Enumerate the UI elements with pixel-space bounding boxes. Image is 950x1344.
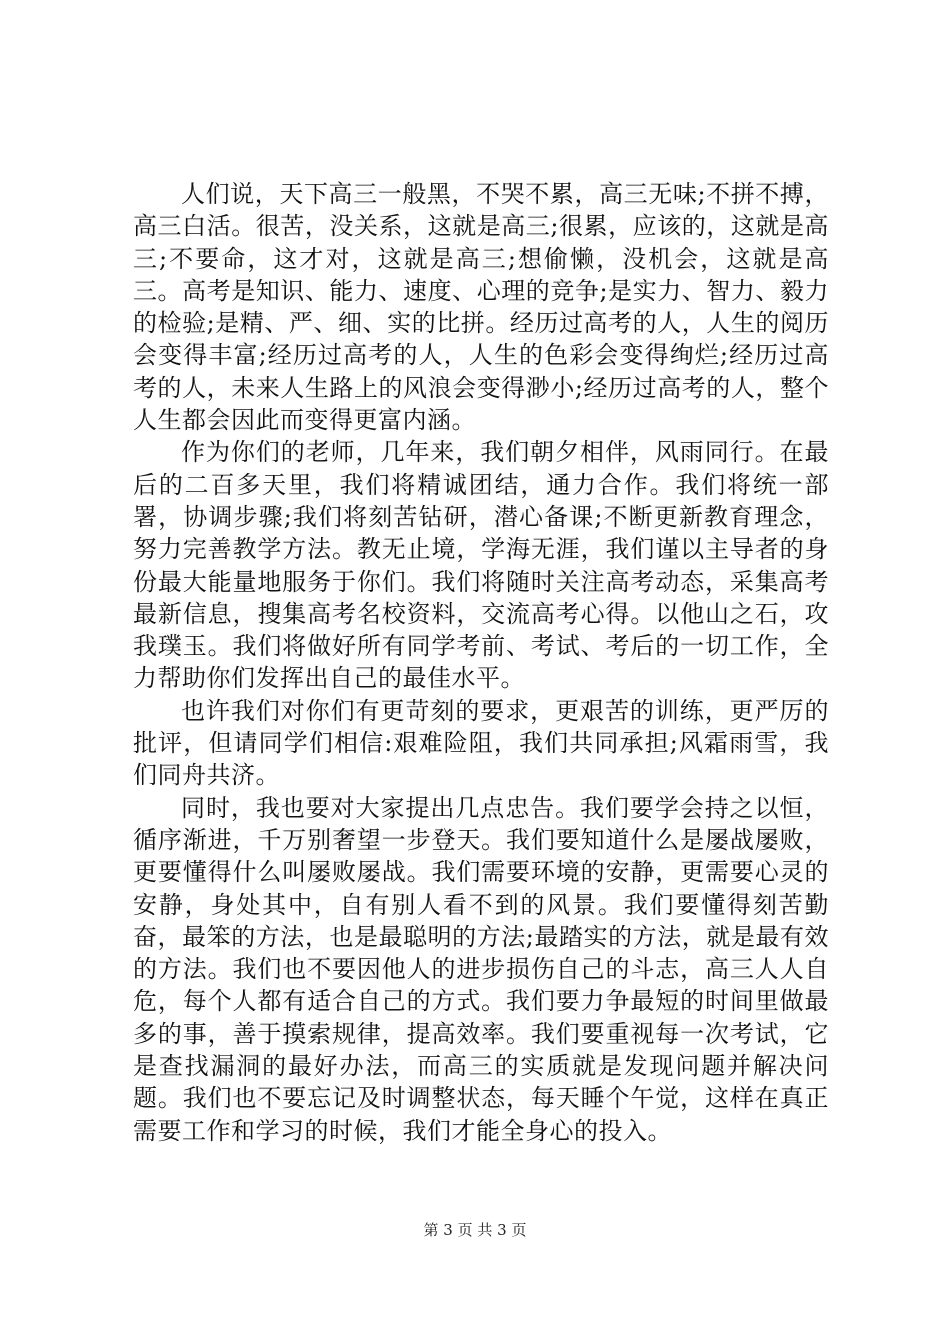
paragraph-4: 同时，我也要对大家提出几点忠告。我们要学会持之以恒，循序渐进，千万别奢望一步登天。我们要知道什么是屡战屡败，更要懂得什么叫屡败屡战。我们需要环境的安静，更需要心灵的安静，身处其中，自有别人看不到的风景。我们要懂得刻苦勤奋，最笨的方法，也是最聪明的方法;最踏实的方法，就是最有效的方法。我们也不要因他人的进步损伤自己的斗志，高三人人自危，每个人都有适合自己的方式。我们要力争最短的时间里做最多的事，善于摸索规律，提高效率。我们要重视每一次考试，它是查找漏洞的最好办法，而高三的实质就是发现问题并解决问题。我们也不要忘记及时调整状态，每天睡个午觉，这样在真正需要工作和学习的时候，我们才能全身心的投入。 bbox=[133, 793, 829, 1145]
page-number-footer: 第 3 页 共 3 页 bbox=[423, 1221, 527, 1239]
paragraph-1: 人们说，天下高三一般黑，不哭不累，高三无味;不拼不搏，高三白活。很苦，没关系，这就是高三;很累，应该的，这就是高三;不要命，这才对，这就是高三;想偷懒，没机会，这就是高三。高考是知识、能力、速度、心理的竞争;是实力、智力、毅力的检验;是精、严、细、实的比拼。经历过高考的人，人生的阅历会变得丰富;经历过高考的人，人生的色彩会变得绚烂;经历过高考的人，未来人生路上的风浪会变得渺小;经历过高考的人，整个人生都会因此而变得更富内涵。 bbox=[133, 180, 829, 435]
document-body bbox=[133, 178, 829, 1147]
paragraph-3: 也许我们对你们有更苛刻的要求，更艰苦的训练，更严厉的批评，但请同学们相信:艰难险阻，我们共同承担;风霜雨雪，我们同舟共济。 bbox=[133, 696, 829, 790]
paragraph-2: 作为你们的老师，几年来，我们朝夕相伴，风雨同行。在最后的二百多天里，我们将精诚团结，通力合作。我们将统一部署，协调步骤;我们将刻苦钻研，潜心备课;不断更新教育理念，努力完善教学方法。教无止境，学海无涯，我们谨以主导者的身份最大能量地服务于你们。我们将随时关注高考动态，采集高考最新信息，搜集高考名校资料，交流高考心得。以他山之石，攻我璞玉。我们将做好所有同学考前、考试、考后的一切工作，全力帮助你们发挥出自己的最佳水平。 bbox=[133, 438, 829, 693]
